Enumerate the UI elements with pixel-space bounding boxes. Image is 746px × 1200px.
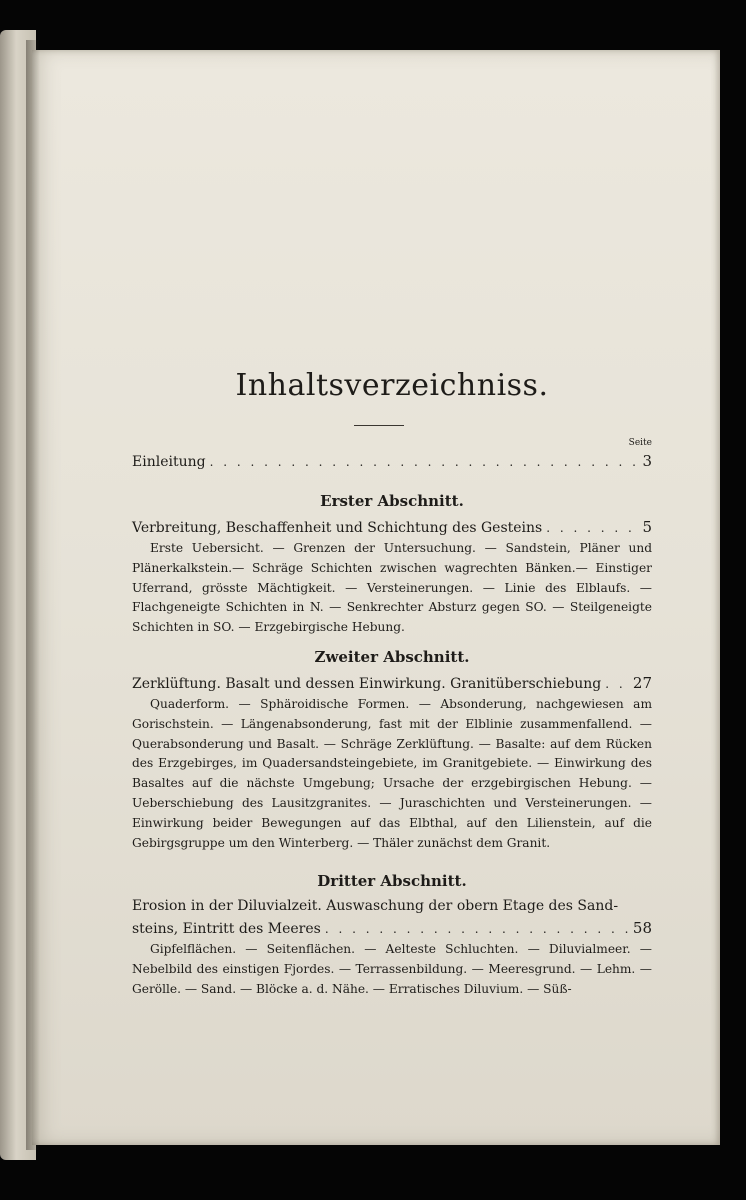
section-summary: Erste Uebersicht. — Grenzen der Untersuchung. — Sandstein, Pläner und Plänerkalkstein.— Schräge Schichten zwischen wagrechten Bänken.— Einstiger Uferrand, grösste Mächtigkeit. — Versteinerungen. — Linie des Elblaufs. — Flachgeneigte Schichten in N. — Senkrechter Absturz gegen SO. — Steilgeneigte Schichten in SO. — Erzgebirgische Hebung.	[132, 541, 652, 635]
toc-entry-page: 27	[632, 674, 652, 692]
book-page	[32, 50, 720, 1145]
leader-dots	[325, 922, 629, 936]
section-heading: Zweiter Abschnitt.	[314, 648, 470, 666]
toc-entry-page: 58	[632, 919, 652, 937]
toc-entry	[132, 674, 652, 692]
title-divider	[354, 425, 404, 426]
toc-entry-label: Zerklüftung. Basalt und dessen Einwirkung. Granitüberschiebung	[132, 676, 602, 692]
leader-dots	[546, 521, 638, 535]
page-gutter-shadow	[26, 40, 40, 1150]
leader-dots	[605, 677, 629, 691]
toc-entry-intro	[132, 452, 652, 470]
section-summary: Gipfelflächen. — Seitenflächen. — Aelteste Schluchten. — Diluvialmeer. — Nebelbild des einstigen Fjordes. — Terrassenbildung. — Meeresgrund. — Lehm. — Gerölle. — Sand. — Blöcke a. d. Nähe. — Erratisches Diluvium. — Süß-	[132, 942, 652, 996]
toc-entry-label: steins, Eintritt des Meeres	[132, 921, 321, 937]
section-heading: Dritter Abschnitt.	[317, 872, 467, 890]
page-column-label: Seite	[628, 438, 652, 448]
section-summary: Quaderform. — Sphäroidische Formen. — Absonderung, nachgewiesen am Gorischstein. — Längenabsonderung, fast mit der Elblinie zusammenfallend. — Querabsonderung und Basalt. — Schräge Zerklüftung. — Basalte: auf dem Rücken des Erzgebirges, im Quadersandsteingebiete, im Granitgebiete. — Einwirkung des Basaltes auf die nächste Umgebung; Ursache der erzgebirgischen Hebung. — Ueberschiebung des Lausitzgranites. — Juraschichten und Versteinerungen. — Einwirkung beider Bewegungen auf das Elbthal, auf den Lilienstein, auf die Gebirgsgruppe um den Winterberg. — Thäler zunächst dem Granit.	[132, 697, 652, 850]
toc-entry-label: Verbreitung, Beschaffenheit und Schichtung des Gesteins	[132, 520, 543, 536]
toc-entry-line: Erosion in der Diluvialzeit. Auswaschung der obern Etage des Sand-	[132, 898, 619, 914]
page-title: Inhaltsverzeichniss.	[235, 368, 549, 403]
toc-entry	[132, 518, 652, 536]
toc-entry-label: Einleitung	[132, 454, 206, 470]
leader-dots	[210, 455, 639, 469]
toc-entry-page: 5	[642, 518, 652, 536]
toc-entry	[132, 919, 652, 937]
section-heading: Erster Abschnitt.	[320, 492, 464, 510]
toc-entry-page: 3	[642, 452, 652, 470]
